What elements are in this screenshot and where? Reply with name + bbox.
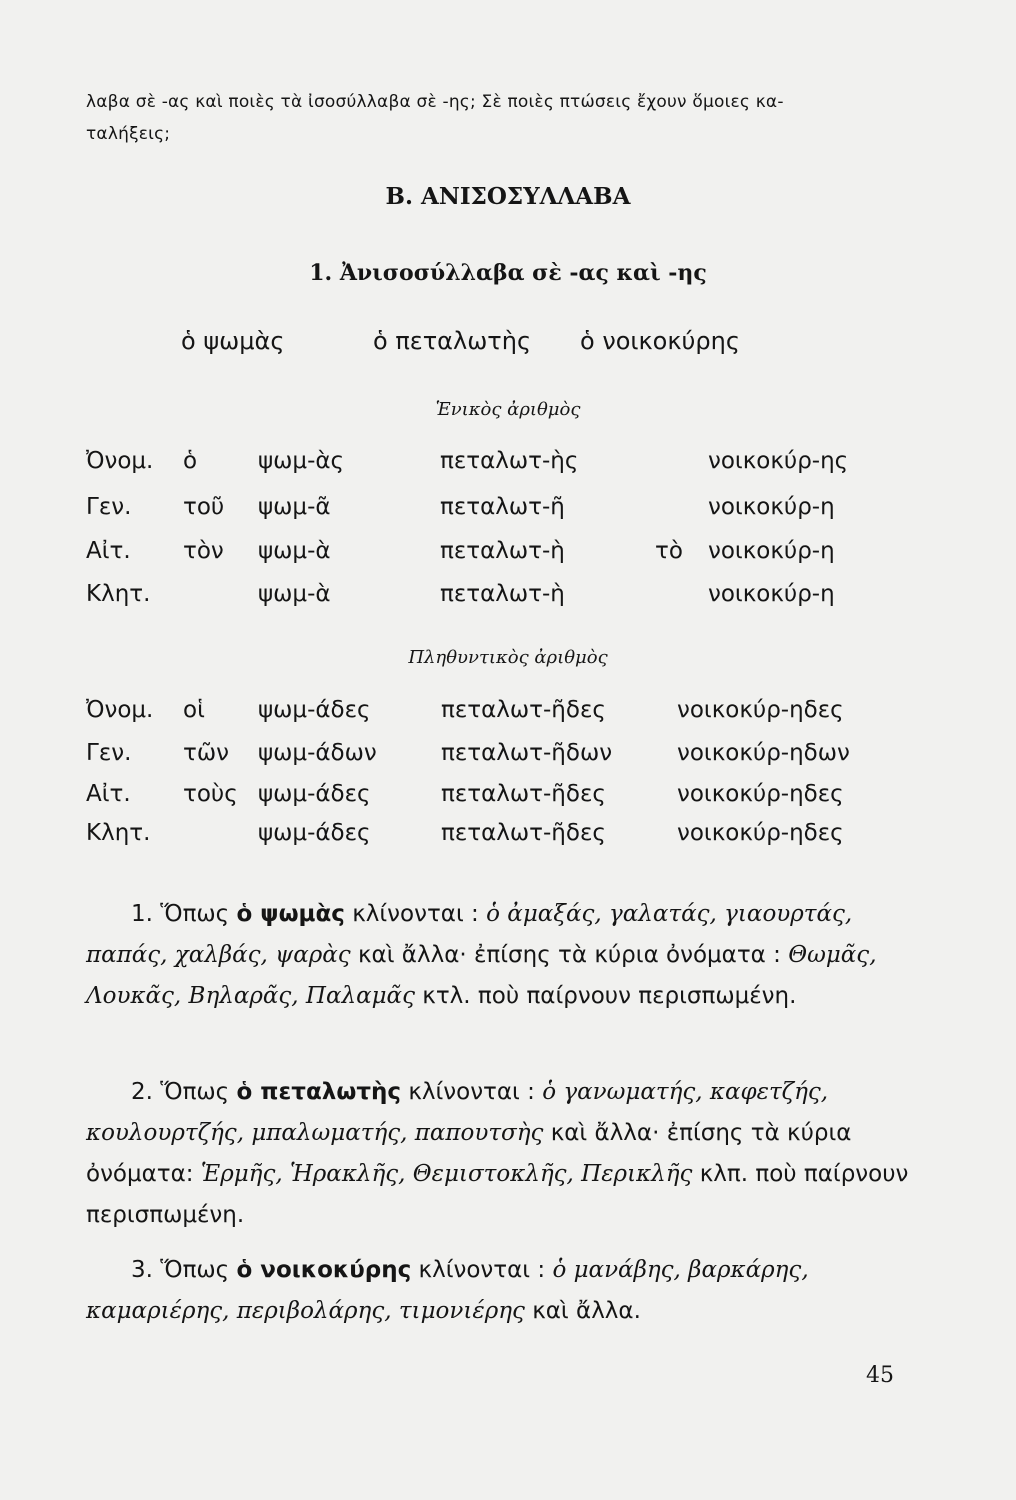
form-petalotis: πεταλωτ-ῆδες [441,697,606,723]
note-verb: κλίνονται : [411,1257,553,1283]
note-lead: 3. Ὅπως [131,1257,237,1283]
subsection-title: 1. Ἀνισοσύλλαβα σὲ -ας καὶ -ης [309,260,707,286]
noun-header-petalotis: ὁ πεταλωτὴς [373,327,532,355]
form-petalotis: πεταλωτ-ῆ [440,494,565,520]
form-noikokyris: νοικοκύρ-η [708,494,835,520]
note-tail: κλπ. ποὺ παίρνουν περισπωμένη. [86,1161,909,1228]
case-label: Κλητ. [86,820,151,846]
note-verb: κλίνονται : [401,1079,543,1105]
case-label: Γεν. [86,494,132,520]
note-verb: κλίνονται : [344,901,487,927]
table-row [0,494,1016,526]
table-row [0,581,1016,613]
form-psomas: ψωμ-άδων [258,740,377,766]
note-examples: ὁ γανωματής, καφετζής, κουλουρτζής, μπαλωματής, παπουτσὴς [86,1079,829,1146]
table-row [0,740,1016,772]
note-examples: ὁ ἀμαξάς, γαλατάς, γιαουρτάς, παπάς, χαλβάς, ψαρὰς [86,901,853,968]
note-model-noun: ὁ πεταλωτὴς [236,1079,402,1105]
page-number: 45 [866,1363,894,1388]
noun-header-noikokyris: ὁ νοικοκύρης [580,327,740,355]
note-2 [86,1072,931,1236]
table-row [0,820,1016,852]
case-label: Κλητ. [86,581,151,607]
note-middle: καὶ ἄλλα· ἐπίσης τὰ κύρια ὀνόματα : [350,942,789,968]
section-title: Β. ΑΝΙΣΟΣΥΛΛΑΒΑ [385,183,631,210]
article: οἱ [183,697,205,723]
table-row [0,781,1016,813]
form-petalotis: πεταλωτ-ὴ [440,581,565,607]
form-petalotis: πεταλωτ-ῆδες [441,781,606,807]
article-neuter: τὸ [655,538,683,564]
article: τοῦ [183,494,225,520]
article: τὸν [183,538,224,564]
note-proper-names: Ἑρμῆς, Ἡρακλῆς, Θεμιστοκλῆς, Περικλῆς [200,1161,693,1187]
form-petalotis: πεταλωτ-ῆδων [441,740,613,766]
note-tail: κτλ. ποὺ παίρνουν περισπωμένη. [414,983,797,1009]
case-label: Αἰτ. [86,781,131,807]
form-petalotis: πεταλωτ-ῆδες [441,820,606,846]
note-lead: 2. Ὅπως [131,1079,237,1105]
form-noikokyris: νοικοκύρ-ηδες [677,697,844,723]
article: ὁ [183,448,198,474]
form-psomas: ψωμ-ὰς [258,448,345,474]
form-noikokyris: νοικοκύρ-ης [708,448,849,474]
article: τῶν [183,740,229,766]
table-row [0,538,1016,570]
note-proper-names: Θωμᾶς, Λουκᾶς, Βηλαρᾶς, Παλαμᾶς [86,942,877,1009]
singular-caption: Ἑνικὸς ἀριθμὸς [435,399,581,420]
form-petalotis: πεταλωτ-ὴ [440,538,565,564]
case-label: Γεν. [86,740,132,766]
case-label: Ὀνομ. [86,448,154,474]
table-row [0,697,1016,729]
intro-paragraph [86,86,886,150]
note-examples: ὁ μανάβης, βαρκάρης, καμαριέρης, περιβολάρης, τιμονιέρης [86,1257,809,1324]
note-middle: καὶ ἄλλα. [524,1298,641,1324]
form-noikokyris: νοικοκύρ-η [708,581,835,607]
form-psomas: ψωμ-άδες [258,697,371,723]
form-noikokyris: νοικοκύρ-ηδες [677,781,844,807]
form-psomas: ψωμ-ὰ [258,581,331,607]
note-1 [86,894,931,1017]
intro-line-1: λαβα σὲ -ας καὶ ποιὲς τὰ ἰσοσύλλαβα σὲ -ης; Σὲ ποιὲς πτώσεις ἔχουν ὅμοιες κα- [86,92,784,112]
intro-line-2: ταλήξεις; [86,124,171,144]
form-psomas: ψωμ-άδες [258,781,371,807]
noun-header-psomas: ὁ ψωμὰς [181,327,285,355]
note-lead: 1. Ὅπως [131,901,237,927]
form-psomas: ψωμ-άδες [258,820,371,846]
case-label: Αἰτ. [86,538,131,564]
plural-caption: Πληθυντικὸς ἀριθμὸς [408,647,608,668]
form-petalotis: πεταλωτ-ὴς [440,448,579,474]
note-3 [86,1250,931,1332]
note-middle: καὶ ἄλλα· ἐπίσης τὰ κύρια ὀνόματα: [86,1120,852,1187]
form-psomas: ψωμ-ὰ [258,538,331,564]
form-noikokyris: νοικοκύρ-η [708,538,835,564]
table-row [0,448,1016,480]
article: τοὺς [183,781,238,807]
note-model-noun: ὁ ψωμὰς [236,901,345,927]
note-model-noun: ὁ νοικοκύρης [236,1257,412,1283]
form-noikokyris: νοικοκύρ-ηδες [677,820,844,846]
form-noikokyris: νοικοκύρ-ηδων [677,740,850,766]
case-label: Ὀνομ. [86,697,154,723]
form-psomas: ψωμ-ᾶ [258,494,331,520]
